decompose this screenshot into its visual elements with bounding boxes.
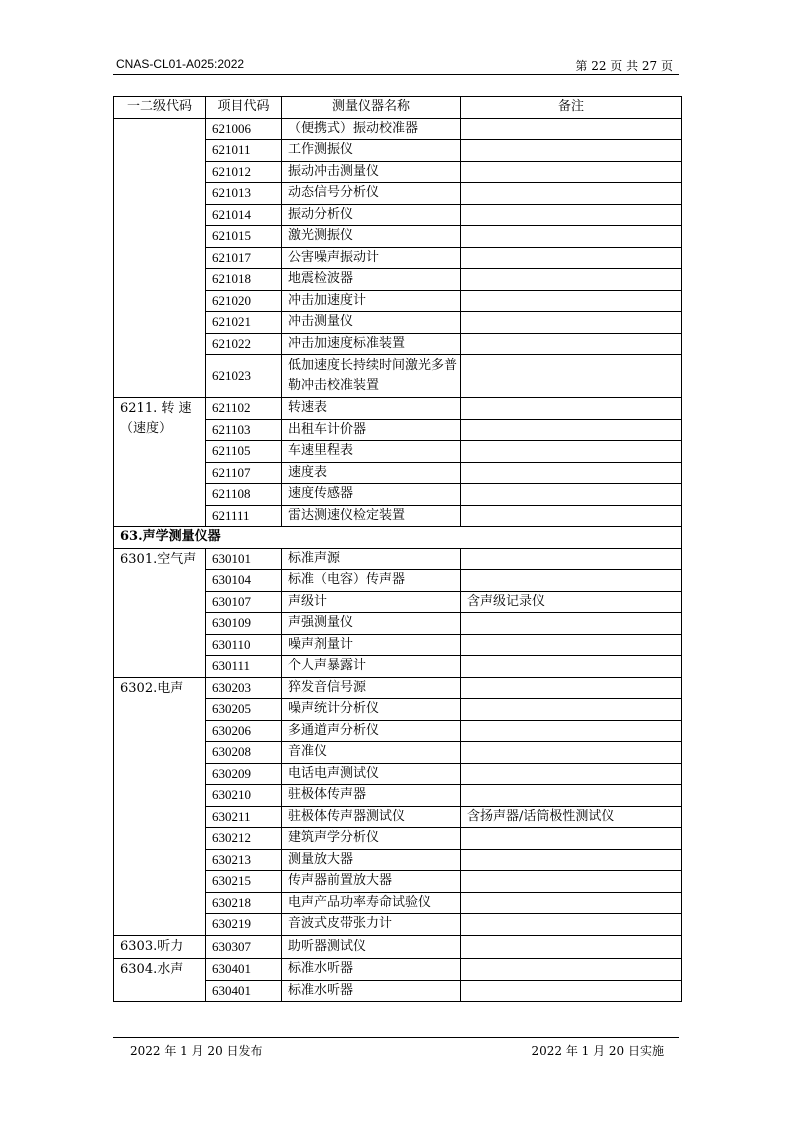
table-row [114,935,682,959]
instrument-name-cell: 标准水听器 [282,980,461,1002]
item-code-cell: 630213 [206,849,282,871]
category-code-cell [114,118,206,398]
item-code-cell: 630212 [206,828,282,850]
instrument-name-cell: 振动分析仪 [282,204,461,226]
item-code-cell: 630307 [206,935,282,959]
instrument-name-cell: 冲击加速度计 [282,290,461,312]
note-cell: 含声级记录仪 [461,591,682,613]
item-code-cell: 630109 [206,613,282,635]
instrument-name-cell: 建筑声学分析仪 [282,828,461,850]
note-cell [461,980,682,1002]
table-header-row [114,97,682,119]
instrument-name-cell: 动态信号分析仪 [282,183,461,205]
item-code-cell: 630203 [206,677,282,699]
item-code-cell: 630208 [206,742,282,764]
instrument-name-cell: 转速表 [282,398,461,420]
note-cell [461,505,682,527]
item-code-cell: 621107 [206,462,282,484]
note-cell [461,312,682,334]
item-code-cell: 630111 [206,656,282,678]
note-cell [461,355,682,398]
item-code-cell: 621011 [206,140,282,162]
instrument-name-cell: 振动冲击测量仪 [282,161,461,183]
column-header-note: 备注 [461,97,682,119]
note-cell [461,892,682,914]
note-cell [461,441,682,463]
item-code-cell: 621105 [206,441,282,463]
release-date: 2022 年 1 月 20 日发布 [130,1044,263,1058]
item-code-cell: 630206 [206,720,282,742]
column-header-instrument-name: 测量仪器名称 [282,97,461,119]
instrument-name-cell: 冲击加速度标准装置 [282,333,461,355]
table-row [114,959,682,981]
note-cell [461,785,682,807]
note-cell [461,183,682,205]
item-code-cell: 621015 [206,226,282,248]
table-row [114,398,682,420]
item-code-cell: 630104 [206,570,282,592]
note-cell [461,742,682,764]
note-cell [461,140,682,162]
note-cell [461,419,682,441]
item-code-cell: 621017 [206,247,282,269]
section-title: 63.声学测量仪器 [114,527,682,549]
note-cell [461,548,682,570]
note-cell [461,204,682,226]
instrument-name-cell: 音波式皮带张力计 [282,914,461,936]
instrument-name-cell: 低加速度长持续时间激光多普勒冲击校准装置 [282,355,461,398]
instrument-name-cell: 声强测量仪 [282,613,461,635]
column-header-level-code: 一二级代码 [114,97,206,119]
instrument-name-cell: 出租车计价器 [282,419,461,441]
item-code-cell: 630401 [206,959,282,981]
instrument-name-cell: 声级计 [282,591,461,613]
instrument-name-cell: 地震检波器 [282,269,461,291]
item-code-cell: 630209 [206,763,282,785]
item-code-cell: 630211 [206,806,282,828]
item-code-cell: 630107 [206,591,282,613]
item-code-cell: 630110 [206,634,282,656]
instrument-name-cell: 测量放大器 [282,849,461,871]
header-divider [113,74,679,75]
instrument-name-cell: 工作测振仪 [282,140,461,162]
item-code-cell: 621014 [206,204,282,226]
note-cell [461,634,682,656]
item-code-cell: 621013 [206,183,282,205]
instrument-name-cell: 助听器测试仪 [282,935,461,959]
note-cell [461,828,682,850]
item-code-cell: 630219 [206,914,282,936]
instrument-name-cell: 猝发音信号源 [282,677,461,699]
instrument-name-cell: 公害噪声振动计 [282,247,461,269]
category-code-cell: 6211. 转 速（速度） [114,398,206,527]
note-cell [461,935,682,959]
instrument-name-cell: 电话电声测试仪 [282,763,461,785]
note-cell [461,914,682,936]
table-row [114,548,682,570]
effective-date: 2022 年 1 月 20 日实施 [531,1044,664,1058]
item-code-cell: 630218 [206,892,282,914]
note-cell [461,118,682,140]
note-cell [461,398,682,420]
instrument-name-cell: 标准水听器 [282,959,461,981]
instrument-name-cell: 多通道声分析仪 [282,720,461,742]
category-code-cell: 6302.电声 [114,677,206,935]
note-cell [461,613,682,635]
page-header [113,56,679,74]
item-code-cell: 630215 [206,871,282,893]
note-cell [461,959,682,981]
document-code: CNAS-CL01-A025:2022 [116,57,245,71]
page-number: 第 22 页 共 27 页 [575,59,673,73]
instrument-name-cell: 速度传感器 [282,484,461,506]
instrument-name-cell: 雷达测速仪检定装置 [282,505,461,527]
note-cell [461,484,682,506]
instrument-name-cell: 电声产品功率寿命试验仪 [282,892,461,914]
note-cell: 含扬声器/话筒极性测试仪 [461,806,682,828]
item-code-cell: 630210 [206,785,282,807]
category-code-cell: 6304.水声 [114,959,206,1002]
instrument-table [113,96,682,1002]
column-header-item-code: 项目代码 [206,97,282,119]
note-cell [461,161,682,183]
item-code-cell: 630205 [206,699,282,721]
category-code-cell: 6303.听力 [114,935,206,959]
note-cell [461,871,682,893]
instrument-name-cell: 噪声统计分析仪 [282,699,461,721]
instrument-name-cell: 噪声剂量计 [282,634,461,656]
note-cell [461,570,682,592]
note-cell [461,226,682,248]
footer-divider [113,1037,679,1038]
note-cell [461,656,682,678]
section-row [114,527,682,549]
instrument-name-cell: 标准声源 [282,548,461,570]
note-cell [461,247,682,269]
item-code-cell: 621111 [206,505,282,527]
instrument-name-cell: 车速里程表 [282,441,461,463]
instrument-name-cell: 音准仪 [282,742,461,764]
item-code-cell: 621020 [206,290,282,312]
item-code-cell: 630401 [206,980,282,1002]
item-code-cell: 630101 [206,548,282,570]
note-cell [461,269,682,291]
note-cell [461,849,682,871]
instrument-name-cell: 传声器前置放大器 [282,871,461,893]
table-row [114,118,682,140]
item-code-cell: 621022 [206,333,282,355]
item-code-cell: 621102 [206,398,282,420]
category-code-cell: 6301.空气声 [114,548,206,677]
instrument-name-cell: 个人声暴露计 [282,656,461,678]
instrument-name-cell: （便携式）振动校准器 [282,118,461,140]
item-code-cell: 621023 [206,355,282,398]
instrument-name-cell: 标准（电容）传声器 [282,570,461,592]
note-cell [461,462,682,484]
note-cell [461,699,682,721]
item-code-cell: 621021 [206,312,282,334]
note-cell [461,333,682,355]
item-code-cell: 621108 [206,484,282,506]
item-code-cell: 621018 [206,269,282,291]
note-cell [461,677,682,699]
item-code-cell: 621006 [206,118,282,140]
instrument-name-cell: 速度表 [282,462,461,484]
note-cell [461,290,682,312]
instrument-name-cell: 驻极体传声器测试仪 [282,806,461,828]
table-row [114,677,682,699]
item-code-cell: 621103 [206,419,282,441]
instrument-name-cell: 激光测振仪 [282,226,461,248]
item-code-cell: 621012 [206,161,282,183]
instrument-name-cell: 冲击测量仪 [282,312,461,334]
note-cell [461,763,682,785]
note-cell [461,720,682,742]
instrument-name-cell: 驻极体传声器 [282,785,461,807]
